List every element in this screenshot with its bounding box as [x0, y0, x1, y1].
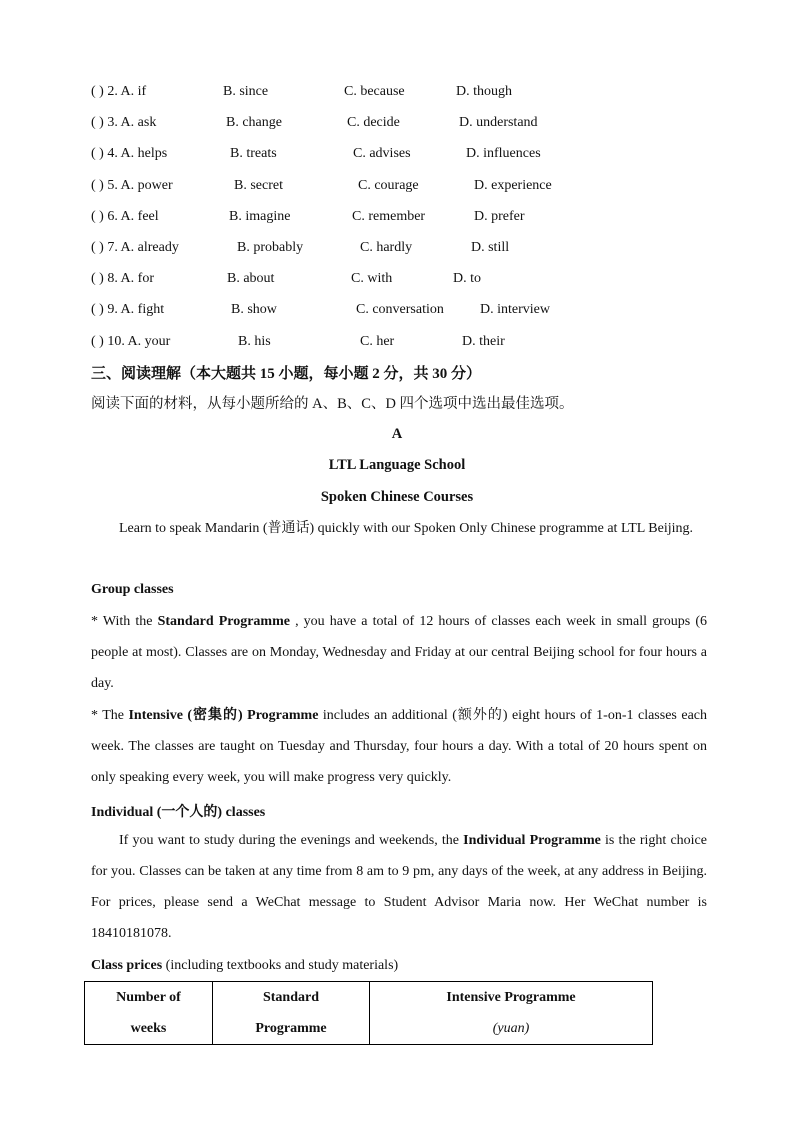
- group-classes-heading: Group classes: [91, 582, 174, 597]
- question-option-d: D. experience: [474, 178, 552, 193]
- question-option-b: B. about: [227, 271, 275, 286]
- question-option-b: B. treats: [230, 146, 277, 161]
- intro-paragraph: Learn to speak Mandarin (普通话) quickly with our Spoken Only Chinese programme at LTL Beijing.: [119, 521, 694, 536]
- question-option-c: C. advises: [353, 146, 411, 161]
- passage-letter: A: [391, 426, 403, 442]
- header-line: Number of: [116, 990, 181, 1005]
- intensive-text: includes an additional (额外的) eight hours of 1-on-1 classes each week. The classes are taught on Tuesday and Thursday, four hours a day. With a total of 20 hours spent on only speaking every week, you will make progress very quickly.: [91, 708, 707, 785]
- question-option-c: C. decide: [347, 115, 400, 130]
- section-instruction: 阅读下面的材料，从每小题所给的 A、B、C、D 四个选项中选出最佳选项。: [91, 396, 574, 412]
- header-standard-programme: [213, 982, 370, 1045]
- question-option-b: B. since: [223, 84, 269, 99]
- question-option-d: D. though: [456, 84, 512, 99]
- standard-paragraph: [91, 606, 707, 699]
- individual-prefix: If you want to study during the evenings and weekends, the: [119, 833, 464, 848]
- question-option-b: B. probably: [237, 240, 304, 255]
- header-line: Intensive Programme: [446, 990, 576, 1005]
- class-prices-note: (including textbooks and study materials): [162, 958, 399, 973]
- standard-programme-label: Standard Programme: [157, 614, 290, 629]
- question-option-a: ( ) 5. A. power: [91, 178, 173, 193]
- question-option-d: D. prefer: [474, 209, 525, 224]
- question-option-d: D. to: [453, 271, 481, 286]
- class-prices-label: Class prices: [91, 958, 163, 973]
- question-option-a: ( ) 4. A. helps: [91, 146, 168, 161]
- individual-programme-label: Individual Programme: [463, 833, 601, 848]
- question-option-a: ( ) 9. A. fight: [91, 302, 165, 317]
- header-line: Programme: [255, 1021, 327, 1036]
- intensive-paragraph: [91, 700, 707, 793]
- question-option-d: D. understand: [459, 115, 538, 130]
- question-option-a: ( ) 7. A. already: [91, 240, 179, 255]
- school-name: LTL Language School: [328, 457, 466, 473]
- question-option-b: B. show: [231, 302, 277, 317]
- question-option-d: D. still: [471, 240, 510, 255]
- individual-classes-heading: Individual (一个人的) classes: [91, 805, 266, 820]
- header-line: Standard: [262, 990, 320, 1005]
- header-number-of-weeks: [85, 982, 213, 1045]
- question-option-c: C. with: [351, 271, 393, 286]
- question-option-c: C. hardly: [360, 240, 413, 255]
- course-name: Spoken Chinese Courses: [320, 489, 474, 505]
- question-option-a: ( ) 3. A. ask: [91, 115, 157, 130]
- intensive-programme-label: Intensive (密集的) Programme: [128, 708, 319, 723]
- question-option-c: C. remember: [352, 209, 426, 224]
- header-line: weeks: [130, 1021, 167, 1036]
- header-intensive-programme: [370, 982, 653, 1045]
- question-option-d: D. influences: [466, 146, 541, 161]
- question-option-d: D. interview: [480, 302, 550, 317]
- table-header-row: [85, 982, 653, 1045]
- class-prices-line: [91, 957, 398, 975]
- standard-prefix: * With the: [91, 614, 158, 629]
- question-option-c: C. courage: [358, 178, 419, 193]
- question-option-b: B. his: [238, 334, 271, 349]
- price-table: [84, 981, 653, 1045]
- question-option-b: B. secret: [234, 178, 283, 193]
- individual-text: is the right choice for you. Classes can be taken at any time from 8 am to 9 pm, any days of the week, at any address in Beijing. For prices, please send a WeChat message to Student Advisor Maria now. Her WeChat number is 18410181078.: [91, 833, 707, 941]
- question-option-d: D. their: [462, 334, 505, 349]
- section-title: 三、阅读理解（本大题共 15 小题，每小题 2 分，共 30 分）: [91, 366, 482, 382]
- question-option-c: C. because: [344, 84, 405, 99]
- question-option-b: B. imagine: [229, 209, 291, 224]
- question-option-a: ( ) 6. A. feel: [91, 209, 159, 224]
- question-option-b: B. change: [226, 115, 282, 130]
- question-option-c: C. conversation: [356, 302, 444, 317]
- question-option-a: ( ) 10. A. your: [91, 334, 171, 349]
- intensive-prefix: * The: [91, 708, 129, 723]
- standard-text: , you have a total of 12 hours of classes each week in small groups (6 people at most). Classes are on Monday, Wednesday and Friday at our central Beijing school for four hours a day.: [91, 614, 707, 691]
- question-option-a: ( ) 8. A. for: [91, 271, 154, 286]
- question-option-c: C. her: [360, 334, 395, 349]
- individual-paragraph: [91, 825, 707, 949]
- header-unit: (yuan): [492, 1021, 530, 1036]
- question-option-a: ( ) 2. A. if: [91, 84, 147, 99]
